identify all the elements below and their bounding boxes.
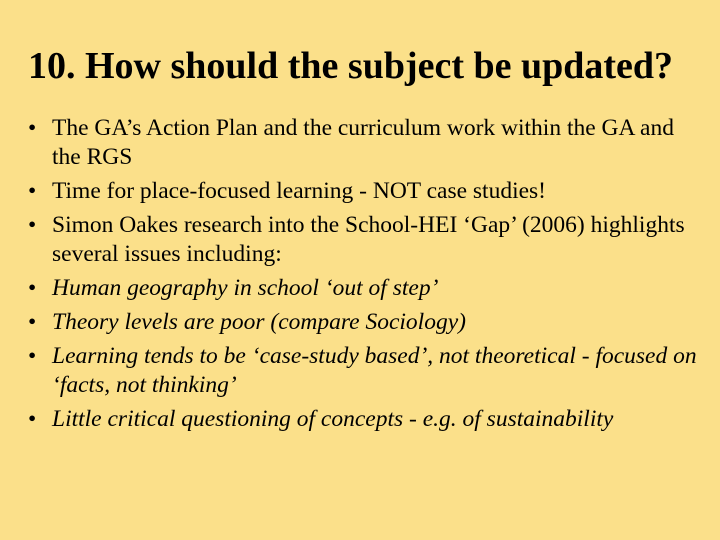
bullet-marker: • (28, 275, 37, 301)
bullet-marker: • (28, 212, 37, 238)
bullet-marker: • (28, 343, 37, 369)
bullet-item-case-study-based (28, 342, 698, 400)
slide-title: 10. How should the subject be updated? (28, 45, 674, 87)
bullet-marker: • (28, 115, 37, 141)
bullet-marker: • (28, 178, 37, 204)
bullet-text: Little critical questioning of concepts - e.g. of sustainability (52, 406, 614, 432)
bullet-item-place-focused-learning (28, 177, 698, 206)
bullet-item-theory-levels (28, 308, 698, 337)
bullet-marker: • (28, 406, 37, 432)
bullet-text: Theory levels are poor (compare Sociology) (52, 309, 466, 335)
bullet-marker: • (28, 309, 37, 335)
bullet-text: The GA’s Action Plan and the curriculum work within the GA and the RGS (52, 115, 674, 170)
bullet-item-critical-questioning (28, 405, 698, 434)
bullet-item-simon-oakes-research (28, 211, 698, 269)
bullet-text: Human geography in school ‘out of step’ (52, 275, 439, 301)
bullet-item-human-geography (28, 274, 698, 303)
bullet-text: Learning tends to be ‘case-study based’, not theoretical - focused on ‘facts, not thinking’ (52, 343, 697, 398)
bullet-list (28, 114, 698, 439)
bullet-text: Time for place-focused learning - NOT case studies! (52, 178, 547, 204)
bullet-text: Simon Oakes research into the School-HEI ‘Gap’ (2006) highlights several issues including: (52, 212, 685, 267)
bullet-item-ga-action-plan (28, 114, 698, 172)
